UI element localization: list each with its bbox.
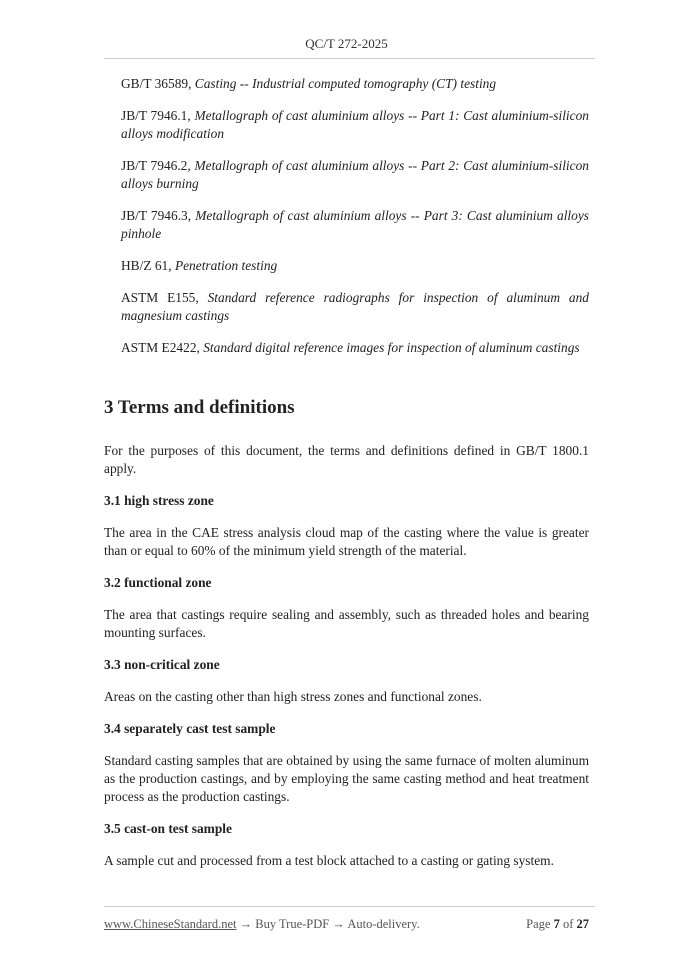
auto-delivery-text: Auto-delivery. bbox=[347, 917, 420, 931]
reference-item bbox=[121, 207, 589, 243]
reference-item bbox=[121, 107, 589, 143]
reference-title: Casting -- Industrial computed tomography (CT) testing bbox=[194, 76, 497, 91]
reference-code: GB/T 36589, bbox=[121, 76, 195, 91]
reference-item bbox=[121, 339, 589, 357]
footer-divider bbox=[104, 906, 595, 907]
reference-title: Metallograph of cast aluminium alloys -- Part 1: Cast aluminium-silicon alloys modification bbox=[121, 108, 589, 141]
reference-item bbox=[121, 289, 589, 325]
page-header bbox=[0, 36, 693, 52]
term-heading: 3.4 separately cast test sample bbox=[104, 721, 276, 736]
reference-title: Standard reference radiographs for inspection of aluminum and magnesium castings bbox=[121, 290, 589, 323]
reference-item bbox=[121, 75, 589, 93]
reference-item bbox=[121, 257, 589, 275]
reference-code: JB/T 7946.1, bbox=[121, 108, 195, 123]
page-footer bbox=[104, 917, 589, 932]
term-definition: A sample cut and processed from a test block attached to a casting or gating system. bbox=[104, 853, 554, 868]
reference-code: JB/T 7946.3, bbox=[121, 208, 196, 223]
page-total: 27 bbox=[576, 917, 589, 931]
term-definition: Standard casting samples that are obtained by using the same furnace of molten aluminum as the production castings, and by employing the same casting method and heat treatment process as the production castings. bbox=[104, 753, 589, 804]
reference-code: ASTM E2422, bbox=[121, 340, 204, 355]
term-definition: The area in the CAE stress analysis cloud map of the casting where the value is greater than or equal to 60% of the minimum yield strength of the material. bbox=[104, 525, 589, 558]
document-code: QC/T 272-2025 bbox=[305, 36, 388, 51]
reference-code: HB/Z 61, bbox=[121, 258, 175, 273]
normative-references-list bbox=[121, 75, 589, 371]
reference-item bbox=[121, 157, 589, 193]
reference-code: JB/T 7946.2, bbox=[121, 158, 195, 173]
term-heading: 3.5 cast-on test sample bbox=[104, 821, 232, 836]
buy-pdf-link[interactable]: Buy True-PDF bbox=[255, 917, 330, 931]
term-heading: 3.1 high stress zone bbox=[104, 493, 214, 508]
site-link[interactable]: www.ChineseStandard.net bbox=[104, 917, 237, 931]
header-divider bbox=[104, 58, 595, 59]
section-intro: For the purposes of this document, the terms and definitions defined in GB/T 1800.1 apply. bbox=[104, 443, 589, 476]
page-label: Page bbox=[526, 917, 554, 931]
reference-title: Standard digital reference images for inspection of aluminum castings bbox=[203, 340, 580, 355]
term-heading: 3.3 non-critical zone bbox=[104, 657, 220, 672]
arrow-icon: → bbox=[236, 917, 256, 931]
arrow-icon: → bbox=[329, 917, 348, 931]
reference-title: Penetration testing bbox=[174, 258, 278, 273]
page-current: 7 bbox=[553, 917, 560, 931]
page-number bbox=[526, 917, 589, 932]
section-heading: 3 Terms and definitions bbox=[104, 397, 295, 418]
term-heading: 3.2 functional zone bbox=[104, 575, 212, 590]
terms-section bbox=[104, 396, 589, 884]
reference-code: ASTM E155, bbox=[121, 290, 208, 305]
reference-title: Metallograph of cast aluminium alloys -- Part 3: Cast aluminium alloys pinhole bbox=[121, 208, 589, 241]
page-of: of bbox=[559, 917, 577, 931]
term-definition: The area that castings require sealing and assembly, such as threaded holes and bearing mounting surfaces. bbox=[104, 607, 589, 640]
term-definition: Areas on the casting other than high stress zones and functional zones. bbox=[104, 689, 482, 704]
reference-title: Metallograph of cast aluminium alloys -- Part 2: Cast aluminium-silicon alloys burning bbox=[121, 158, 589, 191]
